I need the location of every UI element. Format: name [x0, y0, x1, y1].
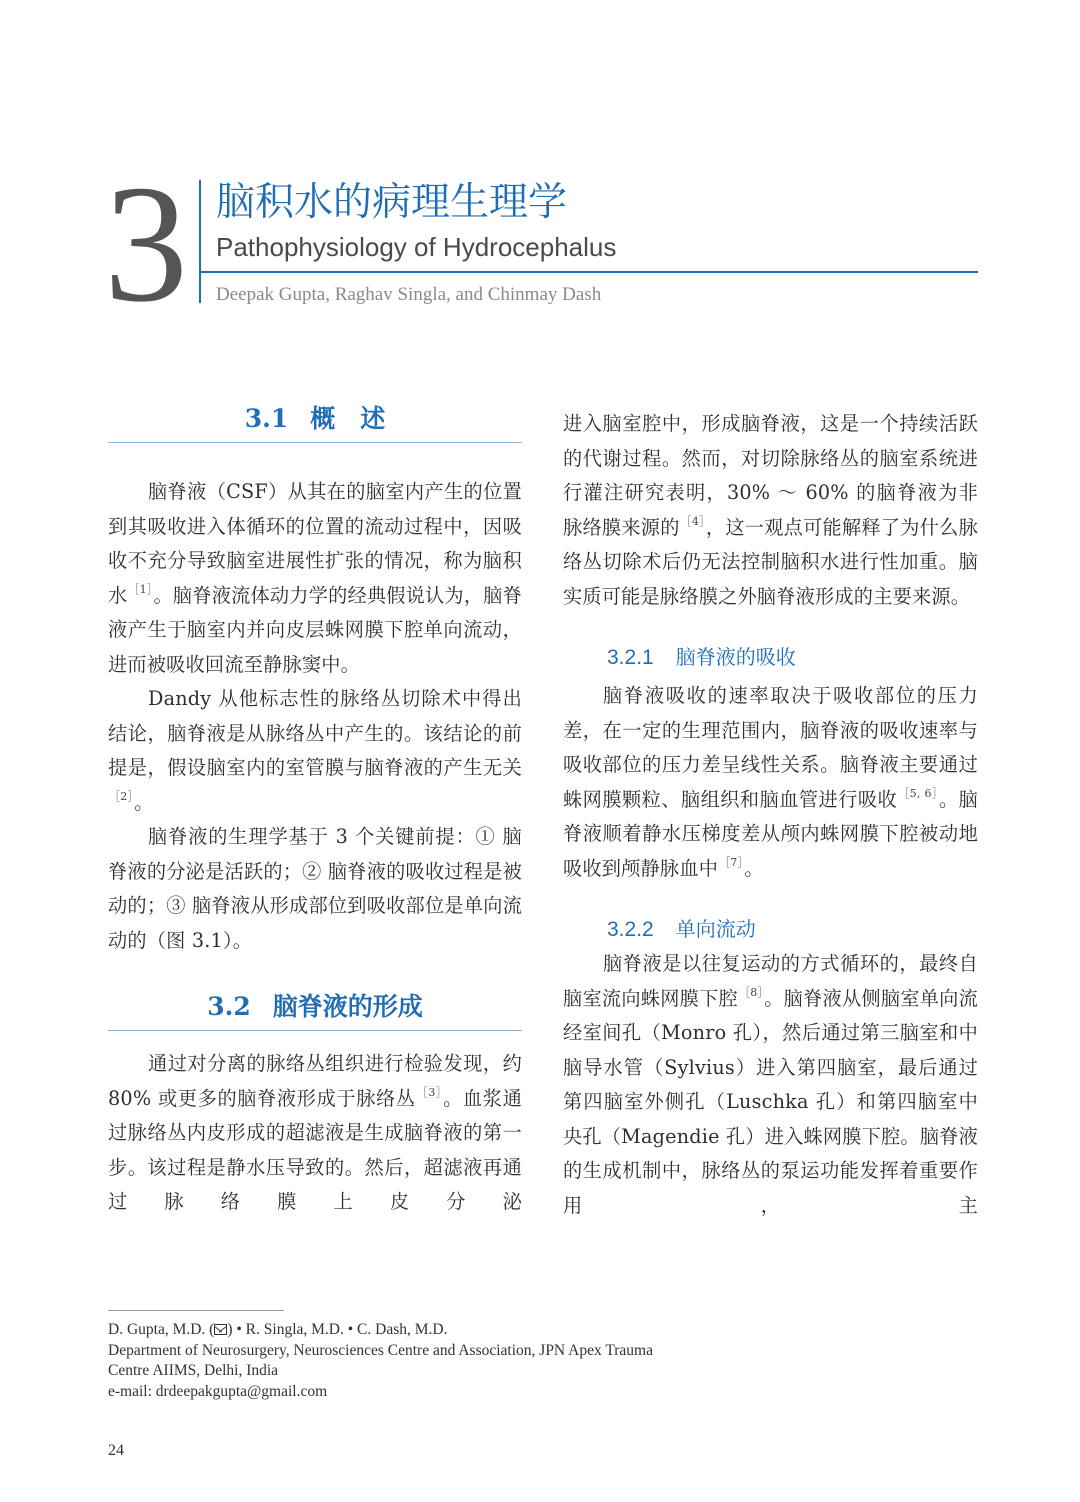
subsection-number: 3.2.2: [607, 918, 654, 941]
author-footnote: [108, 1320, 748, 1402]
footnote-email[interactable]: e-mail: drdeepakgupta@gmail.com: [108, 1382, 328, 1400]
text: 。血浆通过脉络丛内皮形成的超滤液是生成脑脊液的第一步。该过程是静水压导致的。然后，超滤液再通过脉络膜上皮分泌: [108, 1086, 522, 1213]
envelope-icon: [214, 1324, 227, 1335]
paragraph-overview-3: 脑脊液的生理学基于 3 个关键前提：① 脑脊液的分泌是活跃的；② 脑脊液的吸收过程是被动的；③ 脑脊液从形成部位到吸收部位是单向流动的（图 3.1）。: [108, 825, 522, 952]
text: 。: [744, 856, 764, 880]
chapter-horizontal-rule: [199, 271, 978, 273]
subsection-title: 脑脊液的吸收: [675, 645, 796, 669]
footnote-authors: [108, 1320, 748, 1341]
paragraph-overview-1: [108, 475, 522, 682]
text: 。: [134, 790, 154, 814]
text: ) • R. Singla, M.D. • C. Dash, M.D.: [227, 1321, 448, 1338]
section-heading-3-2: [108, 988, 522, 1031]
subsection-title: 单向流动: [675, 917, 756, 941]
citation-7[interactable]: ［7］: [719, 855, 744, 869]
section-number: 3.2: [207, 992, 251, 1021]
text: 脑脊液（CSF）从其在的脑室内产生的位置到其吸收进入体循环的位置的流动过程中，因吸收不充分导致脑室进展性扩张的情况，称为脑积水: [108, 480, 522, 607]
left-column: [108, 400, 522, 1220]
right-column: [563, 407, 978, 1223]
chapter-title-cn: 脑积水的病理生理学: [216, 180, 568, 225]
text: 。脑脊液流体动力学的经典假说认为，脑脊液产生于脑室内并向皮层蛛网膜下腔单向流动，进而被吸收回流至静脉窦中。: [108, 583, 522, 676]
paragraph-formation-2: [563, 407, 978, 614]
citation-4[interactable]: ［4］: [680, 514, 705, 528]
text: ，这一观点可能解释了为什么脉络丛切除术后仍无法控制脑积水进行性加重。脑实质可能是脉络膜之外脑脊液形成的主要来源。: [563, 515, 978, 608]
citation-1[interactable]: ［1］: [128, 582, 153, 596]
citation-5-6[interactable]: ［5, 6］: [898, 786, 938, 800]
paragraph-overview-2: [108, 682, 522, 820]
section-title: 概 述: [310, 404, 386, 433]
text: Dandy 从他标志性的脉络丛切除术中得出结论，脑脊液是从脉络丛中产生的。该结论的前提是，假设脑室内的室管膜与脑脊液的产生无关: [108, 687, 522, 779]
chapter-authors: Deepak Gupta, Raghav Singla, and Chinmay Dash: [216, 284, 602, 305]
paragraph-unidirectional-flow: [563, 947, 978, 1223]
citation-3[interactable]: ［3］: [416, 1085, 443, 1099]
section-number: 3.1: [244, 404, 289, 433]
text: 脑脊液是以往复运动的方式循环的，最终自脑室流向蛛网膜下腔: [563, 952, 978, 1010]
footnote-rule: [108, 1310, 284, 1311]
text: 。脑脊液从侧脑室单向流经室间孔（Monro 孔），然后通过第三脑室和中脑导水管（Sylvius）进入第四脑室，最后通过第四脑室外侧孔（Luschka 孔）和第四脑室中央孔（Magendie 孔）进入蛛网膜下腔。脑脊液的生成机制中，脉络丛的泵运功能发挥着重要作用，主: [563, 986, 978, 1217]
chapter-vertical-rule: [199, 180, 201, 303]
subsection-number: 3.2.1: [607, 646, 654, 669]
text: 脑脊液吸收的速率取决于吸收部位的压力差，在一定的生理范围内，脑脊液的吸收速率与吸收部位的压力差呈线性关系。脑脊液主要通过蛛网膜颗粒、脑组织和脑血管进行吸收: [563, 684, 978, 811]
chapter-number: 3: [104, 151, 188, 337]
subsection-heading-3-2-2: [563, 912, 978, 947]
text: 。脑脊液顺着静水压梯度差从颅内蛛网膜下腔被动地吸收到颅静脉血中: [563, 787, 978, 880]
footnote-affiliation-cont: Centre AIIMS, Delhi, India: [108, 1362, 279, 1379]
subsection-heading-3-2-1: [563, 640, 978, 675]
citation-8[interactable]: ［8］: [738, 985, 764, 999]
text: D. Gupta, M.D. (: [108, 1321, 215, 1338]
chapter-title-en: Pathophysiology of Hydrocephalus: [216, 232, 617, 262]
page-number: 24: [108, 1442, 124, 1459]
footnote-affiliation: Department of Neurosurgery, Neurosciences Centre and Association, JPN Apex Trauma: [108, 1341, 653, 1359]
section-heading-3-1: [108, 400, 522, 443]
text: 通过对分离的脉络丛组织进行检验发现，约 80% 或更多的脑脊液形成于脉络丛: [108, 1052, 522, 1110]
paragraph-formation-1: [108, 1047, 522, 1220]
citation-2[interactable]: ［2］: [109, 789, 134, 803]
paragraph-absorption: [563, 679, 978, 886]
section-title: 脑脊液的形成: [272, 992, 423, 1021]
text: 进入脑室腔中，形成脑脊液，这是一个持续活跃的代谢过程。然而，对切除脉络丛的脑室系统进行灌注研究表明，30% ～ 60% 的脑脊液为非脉络膜来源的: [563, 412, 978, 539]
